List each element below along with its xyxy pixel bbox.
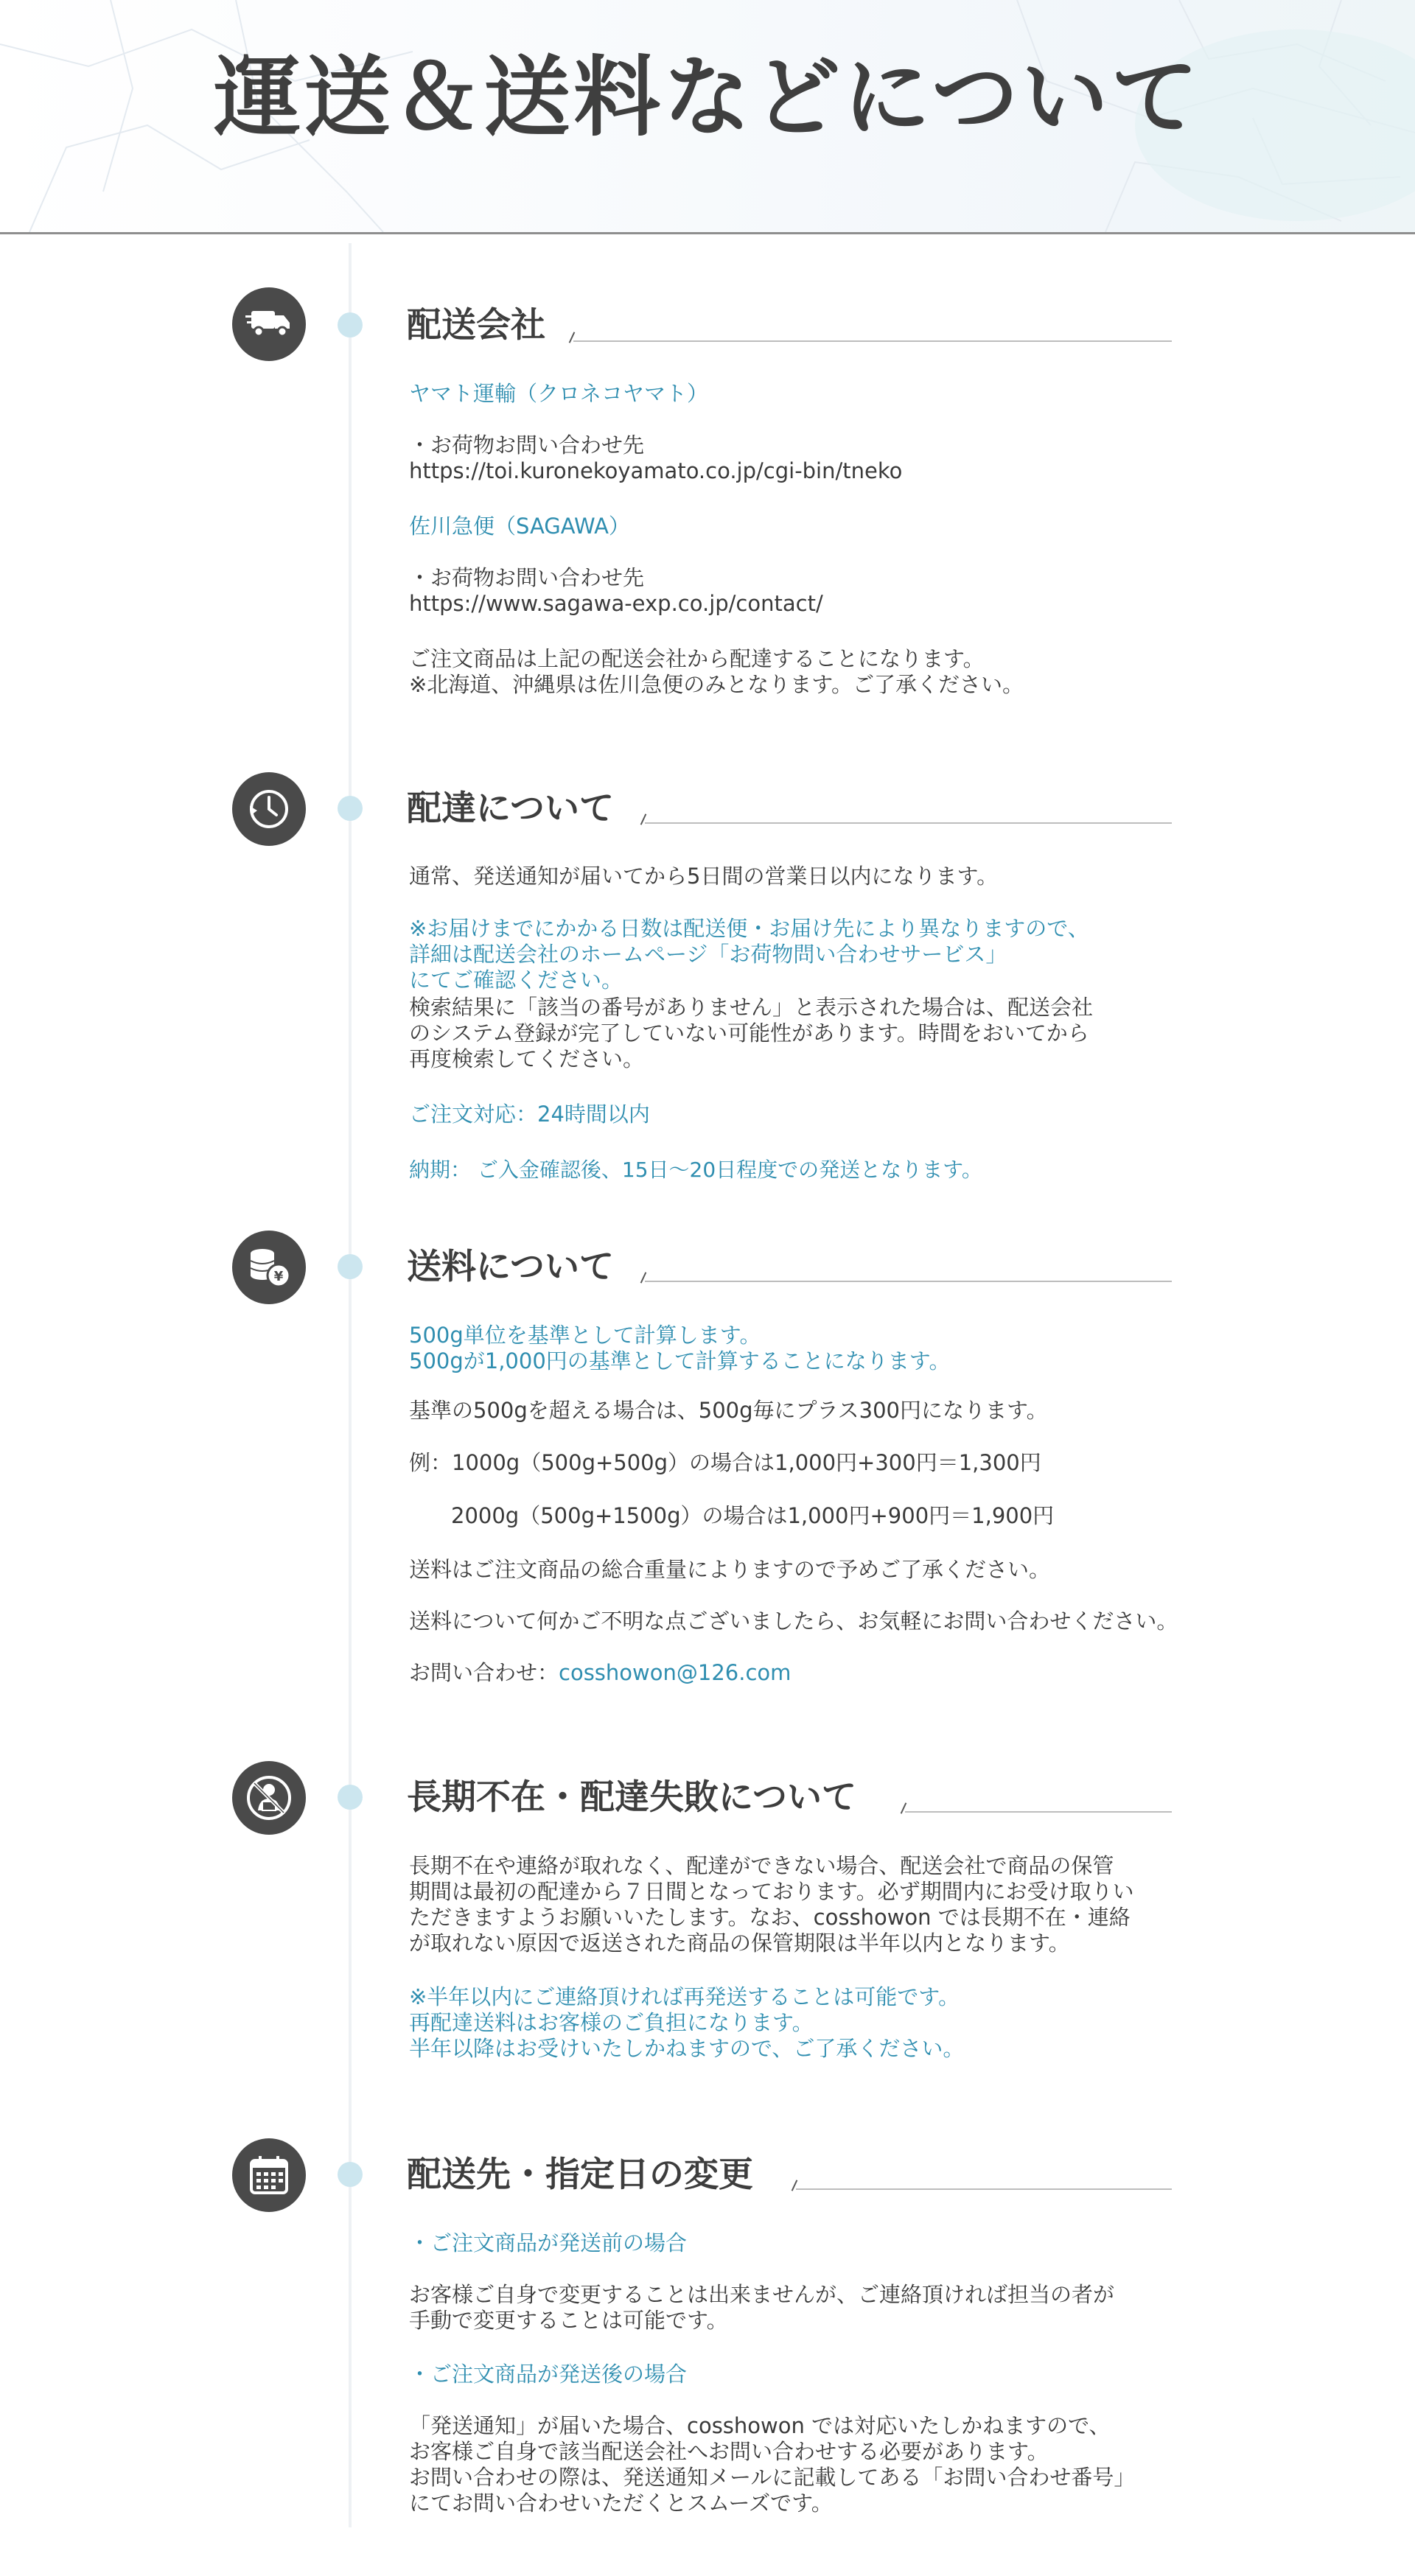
fee-example-2: 2000g（500g+1500g）の場合は1,000円+900円＝1,900円 (451, 1503, 1055, 1528)
calendar-icon (232, 2138, 306, 2212)
section-title-absence: 長期不在・配達失敗について (407, 1777, 857, 1818)
delivery-normal-text: 通常、発送通知が届いてから5日間の営業日以内になります。 (409, 864, 999, 889)
coins-yen-icon (232, 1231, 306, 1304)
delivery-truck-icon (232, 287, 306, 361)
carrier-sagawa-contact: ・お荷物お問い合わせ先 https://www.sagawa-exp.co.jp/contact/ (409, 565, 823, 616)
no-delivery-icon (232, 1761, 306, 1835)
timeline-dot (338, 2162, 363, 2187)
delivery-search-note: 検索結果に「該当の番号がありません」と表示された場合は、配送会社 のシステム登録が完了していない可能性があります。時間をおいてから 再度検索してください。 (409, 995, 1094, 1071)
fee-contact-line (409, 1660, 1234, 1686)
fee-example-1: 例：1000g（500g+500g）の場合は1,000円+300円＝1,300円 (409, 1450, 1041, 1475)
carrier-sagawa-name: 佐川急便（SAGAWA） (409, 514, 630, 539)
after-shipping-text: 「発送通知」が届いた場合、cosshowon では対応いたしかねますので、 お客様ご自身で該当配送会社へお問い合わせする必要があります。 お問い合わせの際は、発送通知メールに記載してある「お問い合わせ番号」 にてお問い合わせいただくとスムーズです。 (409, 2413, 1136, 2516)
timeline-dot (338, 1254, 363, 1279)
absence-resend-note: ※半年以内にご連絡頂ければ再発送することは可能です。 再配達送料はお客様のご負担になります。 半年以降はお受けいたしかねますので、ご了承ください。 (409, 1984, 965, 2061)
after-shipping-heading: ・ご注文商品が発送後の場合 (409, 2362, 688, 2387)
section-title-shipping-fee: 送料について (407, 1247, 615, 1287)
hero-divider (0, 232, 1415, 234)
hero-banner (0, 0, 1415, 232)
section-title-address-change: 配送先・指定日の変更 (407, 2155, 753, 2195)
fee-weight-note: 送料はご注文商品の総合重量によりますので予めご了承ください。 (409, 1557, 1051, 1582)
fee-basis-text: 500g単位を基準として計算します。 500gが1,000円の基準として計算することになります。 (409, 1323, 951, 1373)
timeline-dot (338, 796, 363, 821)
section-title-delivery: 配達について (407, 788, 615, 829)
title-rule (645, 822, 1172, 824)
carrier-note: ご注文商品は上記の配送会社から配達することになります。 ※北海道、沖縄県は佐川急便のみとなります。ご了承ください。 (409, 646, 1024, 697)
fee-over-text: 基準の500gを超える場合は、500g毎にプラス300円になります。 (409, 1398, 1048, 1423)
carrier-yamato-name: ヤマト運輸（クロネコヤマト） (409, 381, 709, 406)
clock-icon (232, 772, 306, 846)
page-title: 運送＆送料などについて (214, 46, 1201, 148)
timeline-dot (338, 312, 363, 337)
delivery-lead-time: 納期： ご入金確認後、15日～20日程度での発送となります。 (409, 1158, 982, 1182)
delivery-days-note: ※お届けまでにかかる日数は配送便・お届け先により異なりますので、 詳細は配送会社のホームページ「お荷物問い合わせサービス」 にてご確認ください。 (409, 916, 1089, 993)
title-rule (796, 2188, 1172, 2190)
before-shipping-heading: ・ご注文商品が発送前の場合 (409, 2230, 688, 2255)
before-shipping-text: お客様ご自身で変更することは出来ませんが、ご連絡頂ければ担当の者が 手動で変更することは可能です。 (409, 2282, 1115, 2333)
svg-text:¥: ¥ (273, 1269, 284, 1284)
contact-email-link[interactable]: cosshowon@126.com (559, 1660, 792, 1685)
title-rule (905, 1811, 1172, 1813)
order-response-time: ご注文対応：24時間以内 (409, 1102, 650, 1127)
contact-label: お問い合わせ： (409, 1660, 559, 1685)
title-rule (645, 1281, 1172, 1282)
timeline-dot (338, 1785, 363, 1810)
title-rule (573, 340, 1172, 342)
section-title-carrier: 配送会社 (407, 305, 545, 346)
fee-inquiry-note: 送料について何かご不明な点ございましたら、お気軽にお問い合わせください。 (409, 1609, 1178, 1634)
carrier-yamato-contact: ・お荷物お問い合わせ先 https://toi.kuronekoyamato.co.jp/cgi-bin/tneko (409, 433, 903, 483)
absence-storage-text: 長期不在や連絡が取れなく、配達ができない場合、配送会社で商品の保管 期間は最初の配達から７日間となっております。必ず期間内にお受け取りい ただきますようお願いいたします。なお、cosshowon では長期不在・連絡 が取れない原因で返送された商品の保管期限は半年以内となります。 (409, 1853, 1134, 1956)
